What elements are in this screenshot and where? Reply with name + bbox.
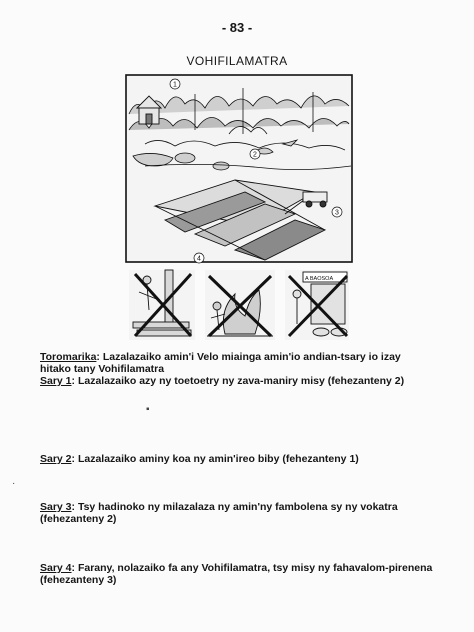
question-3-text-line-2: (fehezanteny 2)	[40, 513, 117, 525]
page-number: - 83 -	[221, 20, 253, 35]
question-4-text: : Farany, nolazaiko fa any Vohifilamatra, tsy misy ny fahavalom-pirenena	[71, 562, 433, 574]
question-2	[40, 453, 440, 465]
scan-speck: ·	[12, 478, 16, 489]
intro-text-line-2: hitako tany Vohifilamatra	[40, 363, 165, 375]
forbidden-scene-burning	[205, 270, 275, 340]
question-2-text: : Lazalazaiko aminy koa ny amin'ireo biby (fehezanteny 1)	[71, 453, 359, 465]
panel-number-3: 3	[335, 209, 339, 217]
forbidden-scene-shop	[285, 270, 349, 340]
panel-number-2: 2	[253, 151, 257, 159]
panel-number-4: 4	[197, 255, 201, 263]
intro-paragraph	[40, 351, 440, 387]
question-1-text: : Lazalazaiko azy ny toetoetry ny zava-maniry misy (fehezanteny 2)	[71, 375, 405, 387]
question-2-label: Sary 2	[40, 453, 72, 465]
question-3-text: : Tsy hadinoko ny milazalaza ny amin'ny fambolena sy ny vokatra	[71, 501, 398, 513]
question-4	[40, 562, 440, 586]
intro-label: Toromarika	[40, 351, 97, 363]
forbidden-scene-logging	[129, 270, 195, 340]
panel-number-1: 1	[173, 81, 177, 89]
intro-text-line-1: : Lazalazaiko amin'i Velo miainga amin'io andian-tsary io izay	[96, 351, 401, 363]
question-4-text-line-2: (fehezanteny 3)	[40, 574, 117, 586]
shop-sign-text: A BAOSOA	[305, 276, 334, 282]
question-4-label: Sary 4	[40, 562, 72, 574]
question-1-label: Sary 1	[40, 375, 72, 387]
document-title: VOHIFILAMATRA	[186, 54, 288, 68]
question-3-label: Sary 3	[40, 501, 72, 513]
question-3	[40, 501, 440, 525]
scan-speck: ▪	[146, 404, 150, 415]
village-illustration	[125, 74, 353, 346]
